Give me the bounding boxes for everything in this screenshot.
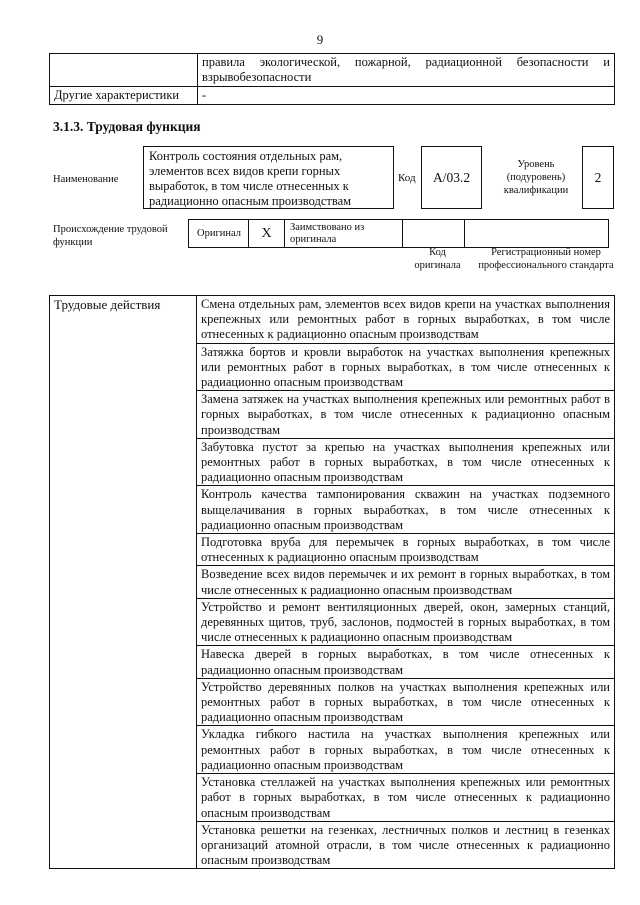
origin-label: Происхождение трудовой функции bbox=[53, 224, 168, 248]
characteristics-table bbox=[49, 53, 615, 105]
qualification-level-value: 2 bbox=[582, 146, 614, 209]
labor-action-item: Затяжка бортов и кровли выработок на участках выполнения крепежных или ремонтных работ в горных выработках, в том числе отнесенных к радиационно опасным производствам bbox=[197, 343, 615, 391]
labor-action-item: Забутовка пустот за крепью на участках выполнения крепежных или ремонтных работ в горных выработках, в том числе отнесенных к радиационно опасным производствам bbox=[197, 438, 615, 486]
registration-number-cell bbox=[464, 219, 609, 248]
table-row bbox=[50, 87, 615, 105]
labor-action-item: Контроль качества тампонирования скважин на участках подземного выщелачивания в горных выработках, в том числе отнесенных к радиационно опасным производствам bbox=[197, 486, 615, 534]
table-row bbox=[50, 296, 615, 344]
function-name-value: Контроль состояния отдельных рам, элементов всех видов крепи горных выработок, в том числе отнесенных к радиационно опасным производствам bbox=[143, 146, 394, 209]
original-label: Оригинал bbox=[188, 219, 249, 248]
labor-action-item: Установка решетки на гезенках, лестничных полков и лестниц в гезенках организаций атомной отрасли, в том числе отнесенных к радиационно опасным производствам bbox=[197, 821, 615, 869]
labor-actions-body bbox=[50, 296, 615, 869]
original-mark: X bbox=[248, 219, 285, 248]
labor-action-item: Возведение всех видов перемычек и их ремонт в горных выработках, в том числе отнесенных к радиационно опасным производствам bbox=[197, 566, 615, 598]
page-number: 9 bbox=[316, 32, 324, 47]
section-heading: 3.1.3. Трудовая функция bbox=[53, 119, 201, 134]
labor-action-item: Подготовка вруба для перемычек в горных выработках, в том числе отнесенных к радиационно опасным производствам bbox=[197, 534, 615, 566]
original-code-label: Код оригинала bbox=[414, 247, 461, 271]
characteristics-text: правила экологической, пожарной, радиационной безопасности и взрывобезопасности bbox=[198, 54, 615, 87]
labor-action-item: Замена затяжек на участках выполнения крепежных или ремонтных работ в горных выработках, в том числе отнесенных к радиационно опасным производствам bbox=[197, 391, 615, 439]
table-row bbox=[50, 54, 615, 87]
origin-row bbox=[188, 219, 608, 248]
empty-cell bbox=[50, 54, 198, 87]
registration-number-label: Регистрационный номер профессионального стандарта bbox=[478, 247, 614, 271]
labor-action-item: Устройство и ремонт вентиляционных дверей, окон, замерных станций, деревянных щитов, труб, заслонов, подмостей в горных выработках, в том числе отнесенных к радиационно опасным производствам bbox=[197, 598, 615, 646]
borrowed-label: Заимствовано из оригинала bbox=[284, 219, 403, 248]
code-label: Код bbox=[398, 172, 416, 184]
qualification-level-label: Уровень (подуровень) квалификации bbox=[503, 159, 569, 196]
other-characteristics-value: - bbox=[198, 87, 615, 105]
function-code-value: А/03.2 bbox=[421, 146, 482, 209]
labor-actions-label: Трудовые действия bbox=[50, 296, 197, 869]
original-code-cell bbox=[402, 219, 465, 248]
labor-action-item: Укладка гибкого настила на участках выполнения крепежных или ремонтных работ в горных выработках, в том числе отнесенных к радиационно опасным производствам bbox=[197, 726, 615, 774]
name-label: Наименование bbox=[53, 174, 119, 185]
labor-action-item: Установка стеллажей на участках выполнения крепежных или ремонтных работ в горных выработках, в том числе отнесенных к радиационно опасным производствам bbox=[197, 774, 615, 822]
labor-action-item: Смена отдельных рам, элементов всех видов крепи на участках выполнения крепежных или ремонтных работ в горных выработках, в том числе отнесенных к радиационно опасным производствам bbox=[197, 296, 615, 344]
labor-action-item: Навеска дверей в горных выработках, в том числе отнесенных к радиационно опасным производствам bbox=[197, 646, 615, 678]
labor-actions-table bbox=[49, 295, 615, 869]
labor-action-item: Устройство деревянных полков на участках выполнения крепежных или ремонтных работ в горных выработках, в том числе отнесенных к радиационно опасным производствам bbox=[197, 678, 615, 726]
other-characteristics-label: Другие характеристики bbox=[50, 87, 198, 105]
